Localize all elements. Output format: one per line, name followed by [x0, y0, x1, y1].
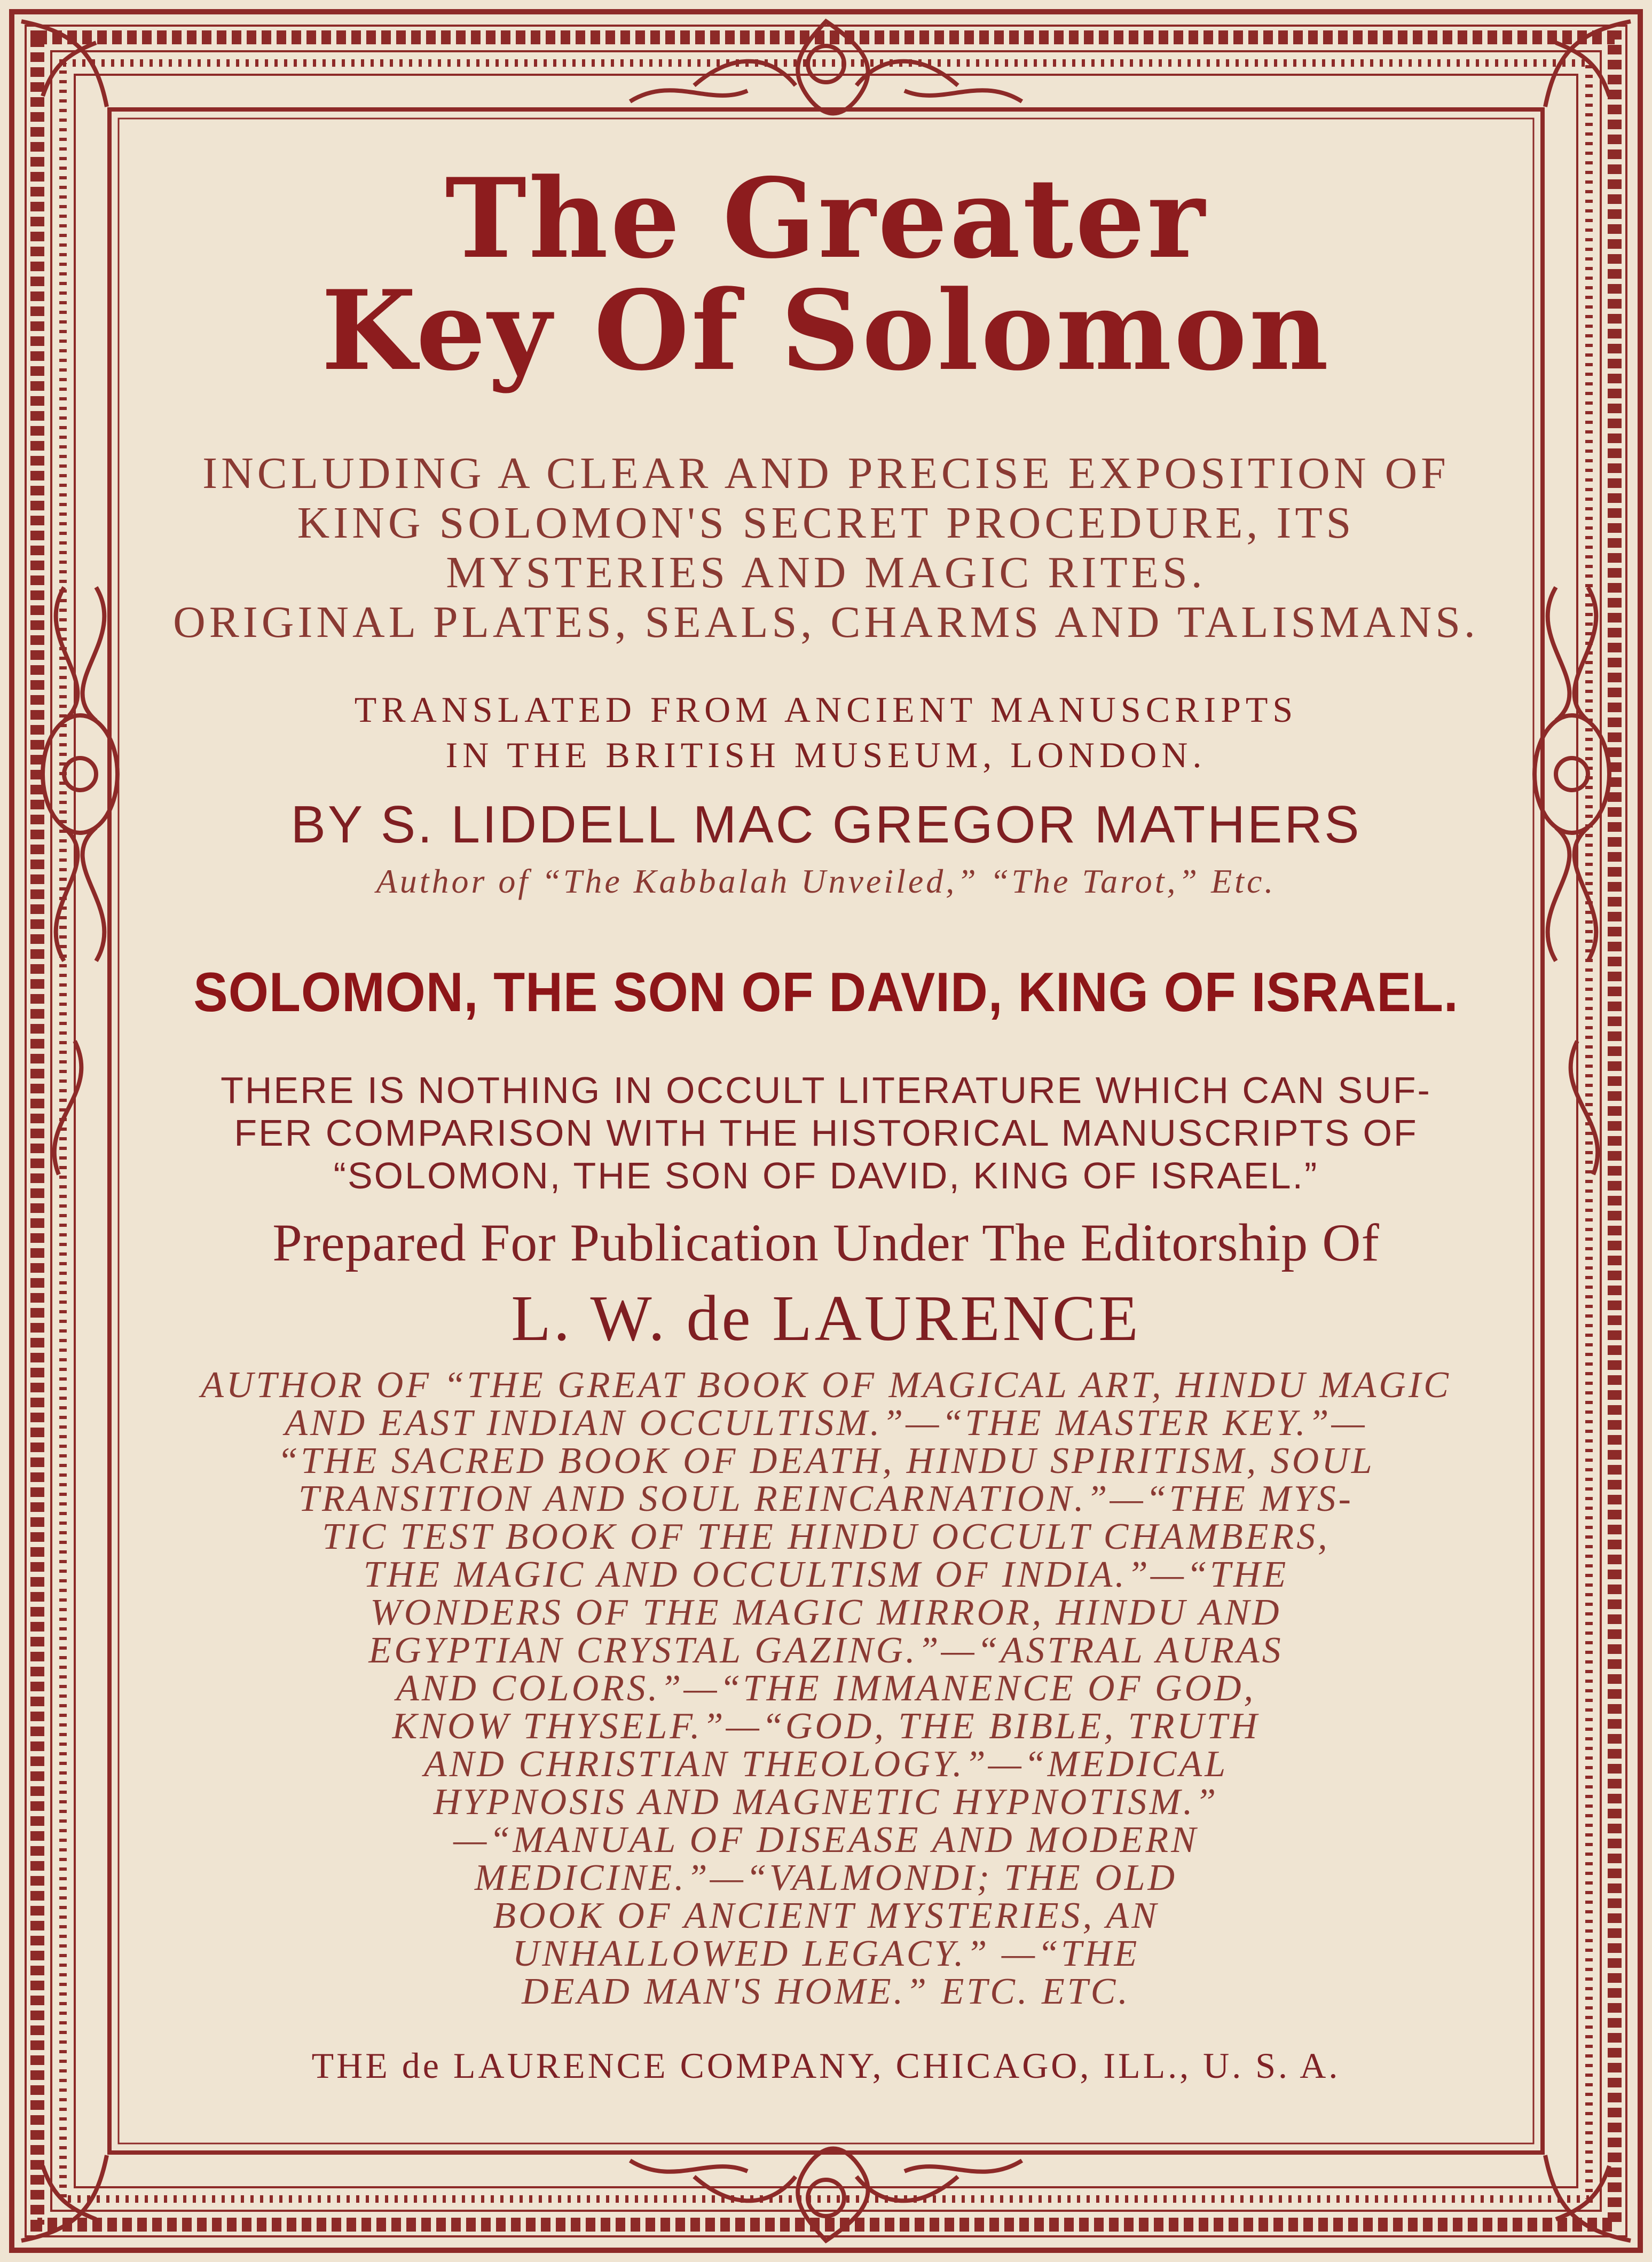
prepared-for-publication: Prepared For Publication Under The Editorship Of [272, 1213, 1380, 1272]
editor-works-line-4: TRANSITION AND SOUL REINCARNATION.”—“THE MYS- [298, 1478, 1354, 1519]
publisher-imprint: THE de LAURENCE COMPANY, CHICAGO, ILL., U. S. A. [311, 2045, 1341, 2086]
editor-works-line-6: THE MAGIC AND OCCULTISM OF INDIA.”—“THE [363, 1554, 1289, 1595]
translated-line-2: IN THE BRITISH MUSEUM, LONDON. [445, 735, 1207, 775]
right-side-ornament [1535, 587, 1609, 1175]
editor-works-line-2: AND EAST INDIAN OCCULTISM.”—“THE MASTER KEY.”— [285, 1402, 1367, 1444]
subtitle-line-2: KING SOLOMON'S SECRET PROCEDURE, ITS [297, 498, 1355, 548]
headline: SOLOMON, THE SON OF DAVID, KING OF ISRAEL. [193, 961, 1459, 1023]
left-side-ornament [43, 587, 117, 1175]
editor-works-line-15: BOOK OF ANCIENT MYSTERIES, AN [493, 1895, 1159, 1936]
statement-line-1: THERE IS NOTHING IN OCCULT LITERATURE WHICH CAN SUF- [221, 1069, 1431, 1111]
statement-line-2: FER COMPARISON WITH THE HISTORICAL MANUSCRIPTS OF [234, 1112, 1418, 1154]
title-page-content [123, 123, 1529, 2130]
editor-works-line-14: MEDICINE.”—“VALMONDI; THE OLD [474, 1857, 1178, 1898]
editor-works-line-17: DEAD MAN'S HOME.” ETC. ETC. [522, 1971, 1130, 2012]
editor-works-line-1: AUTHOR OF “THE GREAT BOOK OF MAGICAL ART, HINDU MAGIC [201, 1365, 1451, 1406]
statement-line-3: “SOLOMON, THE SON OF DAVID, KING OF ISRAEL.” [333, 1155, 1319, 1196]
subtitle-line-1: INCLUDING A CLEAR AND PRECISE EXPOSITION OF [202, 448, 1450, 498]
editor-works-line-10: KNOW THYSELF.”—“GOD, THE BIBLE, TRUTH [392, 1706, 1260, 1747]
editor-works-line-9: AND COLORS.”—“THE IMMANENCE OF GOD, [396, 1668, 1256, 1709]
subtitle-line-4: ORIGINAL PLATES, SEALS, CHARMS AND TALISMANS. [173, 597, 1479, 647]
editor-name: L. W. de LAURENCE [511, 1282, 1141, 1354]
subtitle-line-3: MYSTERIES AND MAGIC RITES. [446, 548, 1206, 597]
book-title-line-1: The Greater [445, 155, 1207, 283]
editor-works-line-13: —“MANUAL OF DISEASE AND MODERN [453, 1819, 1199, 1861]
book-title-line-2: Key Of Solomon [321, 267, 1331, 395]
author-byline: BY S. LIDDELL MAC GREGOR MATHERS [290, 795, 1362, 854]
editor-works-line-11: AND CHRISTIAN THEOLOGY.”—“MEDICAL [423, 1744, 1229, 1785]
editor-works-line-7: WONDERS OF THE MAGIC MIRROR, HINDU AND [370, 1592, 1282, 1633]
editor-works-line-8: EGYPTIAN CRYSTAL GAZING.”—“ASTRAL AURAS [368, 1630, 1284, 1671]
author-works: Author of “The Kabbalah Unveiled,” “The Tarot,” Etc. [376, 862, 1276, 900]
editor-works-line-3: “THE SACRED BOOK OF DEATH, HINDU SPIRITISM, SOUL [277, 1440, 1375, 1481]
editor-works-line-16: UNHALLOWED LEGACY.” —“THE [512, 1933, 1140, 1974]
editor-works-line-12: HYPNOSIS AND MAGNETIC HYPNOTISM.” [433, 1782, 1219, 1823]
editor-works-line-5: TIC TEST BOOK OF THE HINDU OCCULT CHAMBERS, [322, 1516, 1330, 1557]
translated-line-1: TRANSLATED FROM ANCIENT MANUSCRIPTS [354, 689, 1298, 730]
